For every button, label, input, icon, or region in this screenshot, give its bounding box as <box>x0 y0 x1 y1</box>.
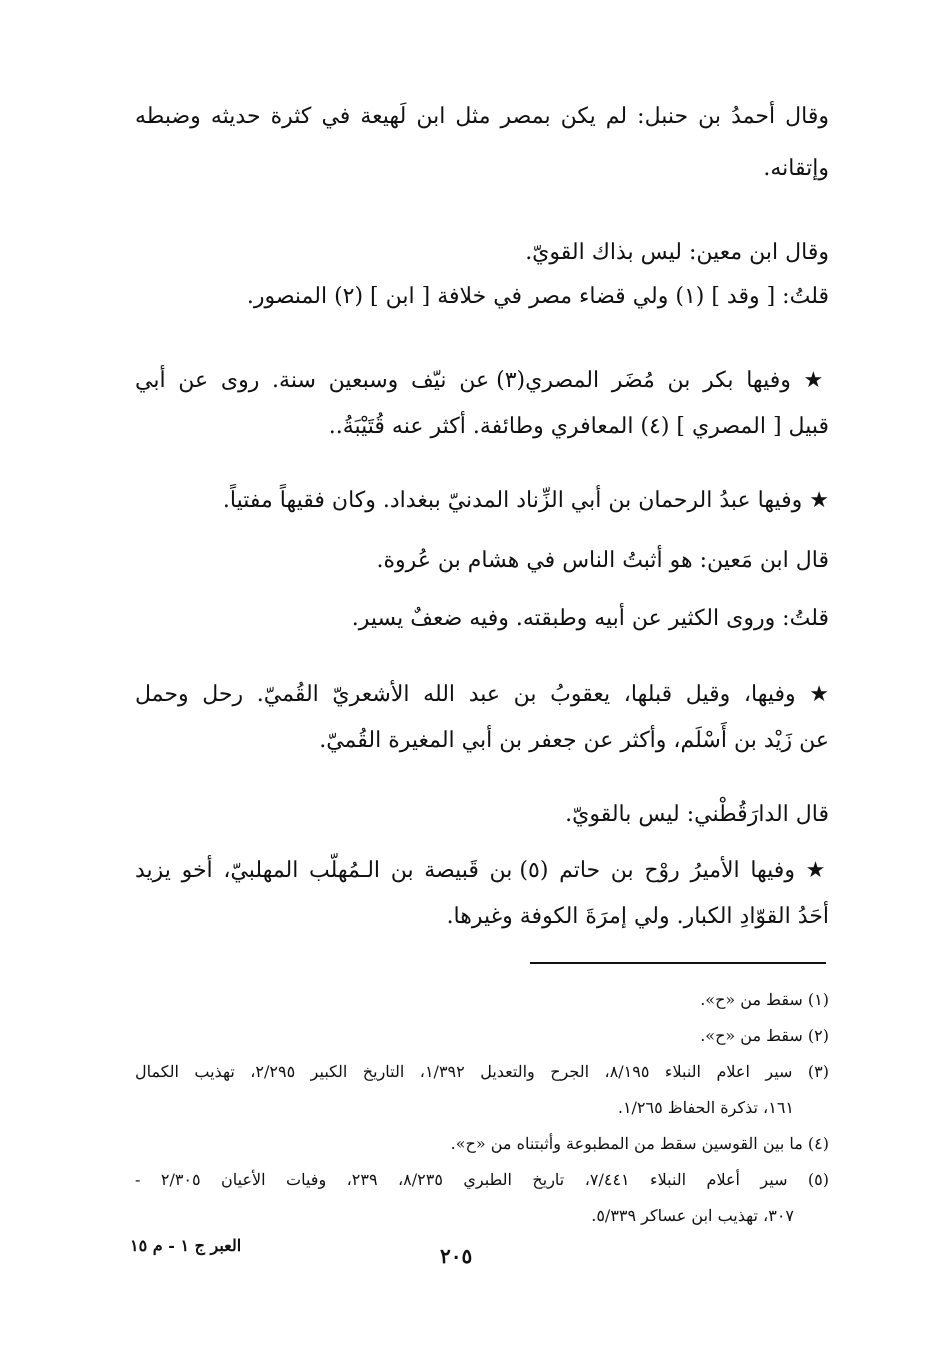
p6-line-1: قال ابن مَعين: هو أثبتُ الناس في هشام بن عُروة. <box>376 548 829 573</box>
p9-line-1: قال الدارَقُطْني: ليس بالقويّ. <box>565 802 829 827</box>
footnote-2: (٢) سقط من «ح». <box>700 1026 829 1045</box>
footnote-5-line-2: ٣٠٧، تهذيب ابن عساكر ٥/٣٣٩. <box>591 1206 794 1225</box>
p10-line-2: أحَدُ القوّادِ الكبار. ولي إمرَةَ الكوفة وغيرها. <box>446 904 829 929</box>
p4-line-1: ★ وفيها بكر بن مُضَر المصري(٣) عن نيّف وسبعين سنة. روى عن أبي <box>135 368 829 393</box>
p4-line-2: قبيل [ المصري ] (٤) المعافري وطائفة. أكثر عنه قُتَيْبَةُ.. <box>328 414 829 439</box>
p5-line-1: ★ وفيها عبدُ الرحمان بن أبي الزِّناد المدنيّ ببغداد. وكان فقيهاً مفتياً. <box>222 488 829 513</box>
footnote-5-line-1: (٥) سير أعلام النبلاء ٧/٤٤١، تاريخ الطبري ٨/٢٣٥، ٢٣٩، وفيات الأعيان ٢/٣٠٥ - <box>135 1170 829 1189</box>
p2-line-1: وقال ابن معين: ليس بذاك القويّ. <box>525 240 829 265</box>
footnote-3-line-1: (٣) سير اعلام النبلاء ٨/١٩٥، الجرح والتعديل ١/٣٩٢، التاريخ الكبير ٢/٢٩٥، تهذيب الكمال <box>135 1062 829 1081</box>
footnote-4: (٤) ما بين القوسين سقط من المطبوعة وأثبتناه من «ح». <box>450 1134 829 1153</box>
footnote-3-line-2: ١٦١، تذكرة الحفاظ ١/٢٦٥. <box>617 1098 794 1117</box>
signature-mark: العبر ج ١ - م ١٥ <box>130 1236 242 1255</box>
p10-line-1: ★ وفيها الأميرُ روْح بن حاتم (٥) بن قَبيصة بن الـمُهلّب المهلبيّ، أخو يزيد <box>135 858 829 883</box>
p1-line-1: وقال أحمدُ بن حنبل: لم يكن بمصر مثل ابن لَهيعة في كثرة حديثه وضبطه <box>135 104 829 129</box>
page-number: ٢٠٥ <box>440 1244 473 1268</box>
p1-line-2: وإتقانه. <box>763 156 829 181</box>
footnote-separator <box>530 962 826 964</box>
footnote-1: (١) سقط من «ح». <box>700 990 829 1009</box>
p7-line-1: قلتُ: وروى الكثير عن أبيه وطبقته. وفيه ضعفٌ يسير. <box>351 606 829 631</box>
p3-line-1: قلتُ: [ وقد ] (١) ولي قضاء مصر في خلافة [ ابن ] (٢) المنصور. <box>246 284 829 309</box>
p8-line-2: عن زَيْد بن أَسْلَم، وأكثر عن جعفر بن أبي المغيرة القُميّ. <box>319 728 829 753</box>
p8-line-1: ★ وفيها، وقيل قبلها، يعقوبُ بن عبد الله الأشعريّ القُميّ. رحل وحمل <box>135 682 829 707</box>
